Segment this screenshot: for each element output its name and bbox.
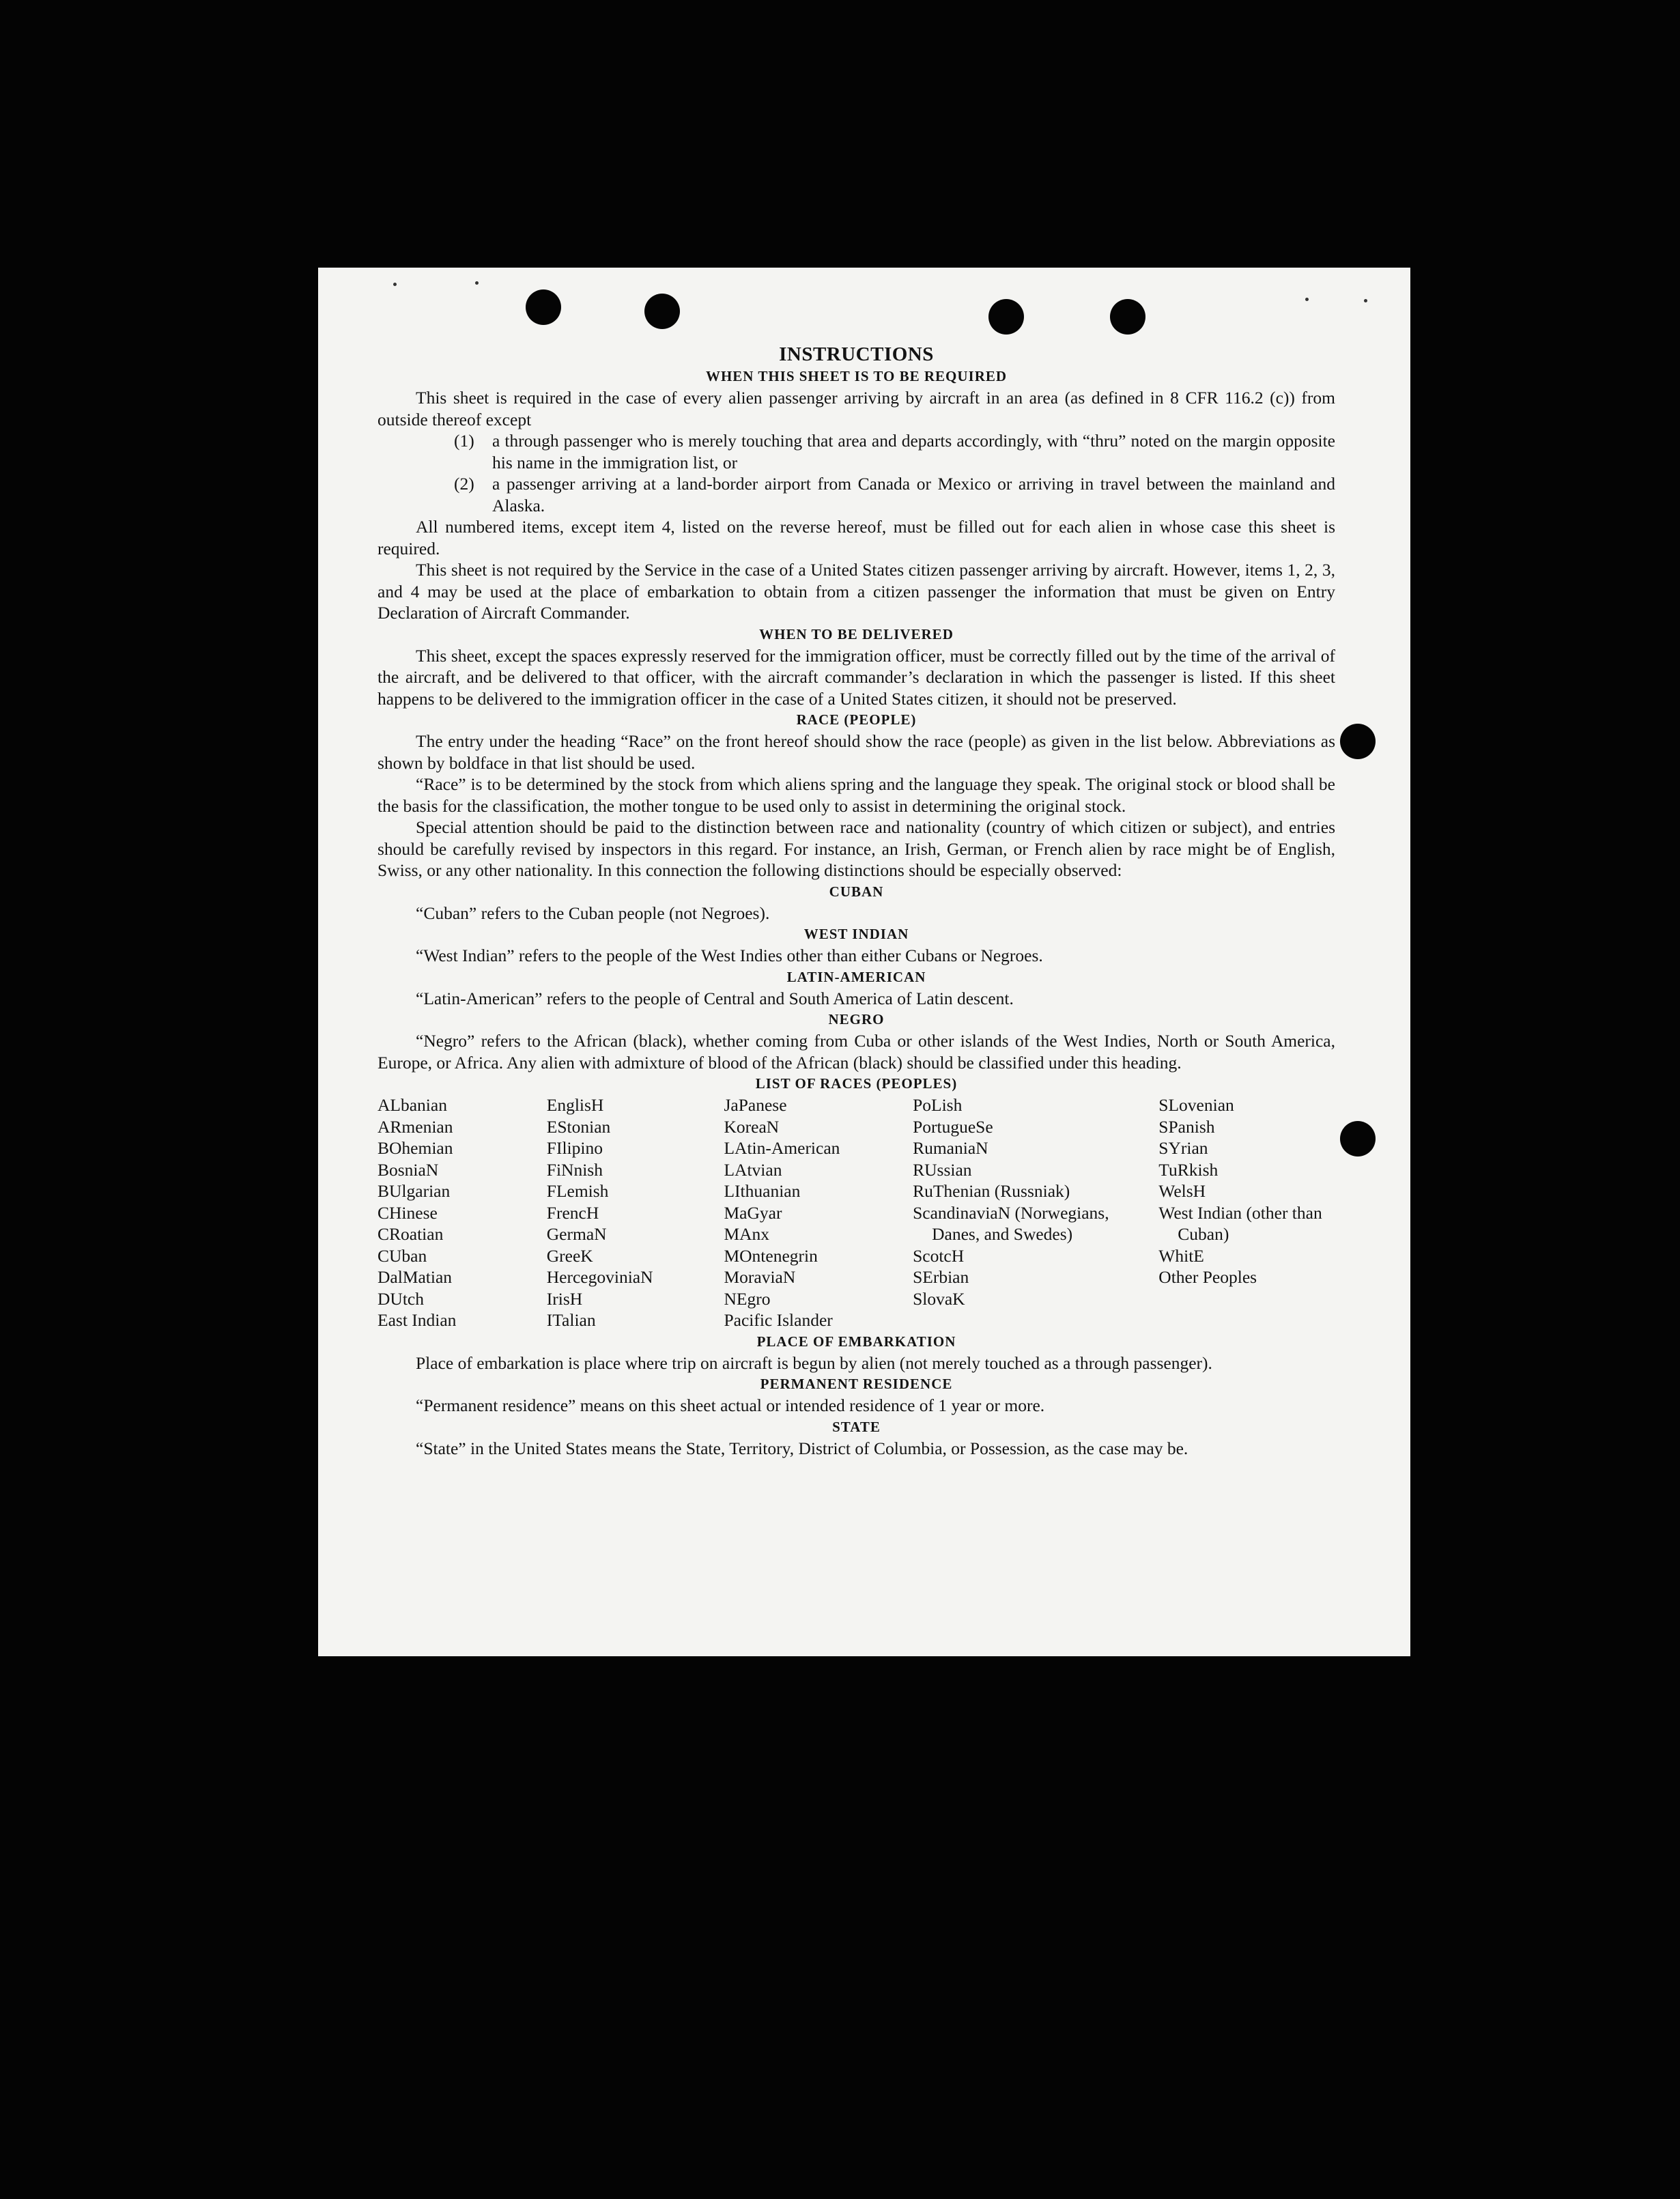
race-entry: SYrian	[1158, 1138, 1208, 1158]
when-required-para: This sheet is not required by the Service in the case of a United States citizen passenger arriving by aircraft. However, items 1, 2, 3, and 4 may be used at the place of embarkation to obtain from a citizen passenger the information that must be given on Entry Declaration of Aircraft Commander.	[378, 560, 1335, 623]
race-entry: SErbian	[913, 1267, 969, 1287]
race-entry: BosniaN	[378, 1159, 439, 1180]
race-entry: Other Peoples	[1158, 1267, 1257, 1287]
race-entry: East Indian	[378, 1310, 457, 1330]
speck	[475, 281, 479, 285]
race-entry: SLovenian	[1158, 1095, 1234, 1115]
document-page	[318, 268, 1410, 1656]
race-entry: MOntenegrin	[724, 1245, 818, 1266]
section-title-when-delivered: WHEN TO BE DELIVERED	[759, 625, 954, 642]
race-entry: PoLish	[913, 1095, 963, 1115]
race-entry: ARmenian	[378, 1116, 453, 1137]
race-entry: FIlipino	[546, 1138, 603, 1158]
race-entry: MaGyar	[724, 1202, 782, 1223]
races-list	[378, 1094, 1335, 1331]
section-title-latin-american: LATIN-AMERICAN	[786, 968, 926, 985]
section-title-when-required: WHEN THIS SHEET IS TO BE REQUIRED	[705, 368, 1008, 384]
when-delivered-text: This sheet, except the spaces expressly reserved for the immigration officer, must be correctly filled out by the time of the arrival of the aircraft, and be delivered to that officer, with the aircraft commander’s declaration in which the passenger is listed. If this sheet happens to be delivered to the immigration officer in the case of a United States citizen, it should not be preserved.	[378, 645, 1335, 709]
race-entry: GreeK	[546, 1245, 593, 1266]
race-entry: SlovaK	[913, 1288, 965, 1309]
race-entry: LAtin-American	[724, 1138, 840, 1158]
cuban-text: “Cuban” refers to the Cuban people (not Negroes).	[416, 903, 770, 923]
race-entry: West Indian (other than Cuban)	[1158, 1202, 1322, 1244]
race-entry: IrisH	[546, 1288, 583, 1309]
race-para: “Race” is to be determined by the stock from which aliens spring and the language they speak. The original stock or blood shall be the basis for the classification, the mother tongue to be used only to assist in determining the original stock.	[378, 774, 1335, 816]
race-entry: TuRkish	[1158, 1159, 1219, 1180]
race-entry: CHinese	[378, 1202, 438, 1223]
section-title-list-of-races: LIST OF RACES (PEOPLES)	[755, 1075, 958, 1092]
race-entry: GermaN	[546, 1224, 607, 1244]
when-required-intro: This sheet is required in the case of every alien passenger arriving by aircraft in an area (as defined in 8 CFR 116.2 (c)) from outside thereof except	[378, 388, 1335, 429]
punch-hole	[1110, 299, 1145, 335]
section-title-embarkation: PLACE OF EMBARKATION	[756, 1333, 956, 1350]
state-text: “State” in the United States means the State, Territory, District of Columbia, or Possession, as the case may be.	[416, 1438, 1188, 1458]
race-entry: Pacific Islander	[724, 1310, 833, 1330]
race-entry: DUtch	[378, 1288, 424, 1309]
race-entry: ALbanian	[378, 1095, 447, 1115]
race-entry: JaPanese	[724, 1095, 787, 1115]
race-entry: RuThenian (Russniak)	[913, 1181, 1070, 1201]
section-title-west-indian: WEST INDIAN	[803, 926, 909, 942]
embarkation-text: Place of embarkation is place where trip on aircraft is begun by alien (not merely touched as a through passenger).	[416, 1352, 1212, 1373]
race-entry: SPanish	[1158, 1116, 1215, 1137]
exception-item	[378, 430, 1335, 473]
item-text: a through passenger who is merely touching that area and departs accordingly, with “thru” noted on the margin opposite his name in the immigration list, or	[492, 431, 1335, 472]
races-column	[378, 1094, 547, 1331]
race-entry: EStonian	[546, 1116, 611, 1137]
race-entry: ScandinaviaN (Norwegians, Danes, and Swedes)	[913, 1202, 1109, 1244]
section-title-race: RACE (PEOPLE)	[796, 711, 917, 728]
race-entry: ITalian	[546, 1310, 596, 1330]
race-entry: MoraviaN	[724, 1267, 796, 1287]
race-entry: ScotcH	[913, 1245, 965, 1266]
race-entry: KoreaN	[724, 1116, 780, 1137]
race-entry: MAnx	[724, 1224, 770, 1244]
race-entry: BUlgarian	[378, 1181, 451, 1201]
race-entry: BOhemian	[378, 1138, 453, 1158]
races-column	[1158, 1094, 1335, 1331]
residence-text: “Permanent residence” means on this sheet actual or intended residence of 1 year or more.	[416, 1395, 1045, 1415]
race-entry: WelsH	[1158, 1181, 1206, 1201]
race-entry: CRoatian	[378, 1224, 444, 1244]
race-entry: FrencH	[546, 1202, 599, 1223]
item-number: (2)	[454, 474, 474, 494]
speck	[393, 283, 397, 286]
section-title-negro: NEGRO	[828, 1011, 885, 1027]
race-entry: HercegoviniaN	[546, 1267, 653, 1287]
race-entry: LIthuanian	[724, 1181, 801, 1201]
speck	[1364, 299, 1367, 302]
punch-hole	[526, 289, 561, 325]
race-entry: FLemish	[546, 1181, 609, 1201]
race-entry: PortugueSe	[913, 1116, 993, 1137]
instructions-heading: INSTRUCTIONS	[779, 343, 934, 365]
latin-american-text: “Latin-American” refers to the people of Central and South America of Latin descent.	[416, 988, 1014, 1008]
section-title-state: STATE	[832, 1418, 881, 1435]
race-para: Special attention should be paid to the distinction between race and nationality (country of which citizen or subject), and entries should be carefully revised by inspectors in this regard. For instance, an Irish, German, or French alien by race might be of English, Swiss, or any other nationality. In this connection the following distinctions should be especially observed:	[378, 817, 1335, 880]
race-entry: LAtvian	[724, 1159, 782, 1180]
punch-hole	[644, 294, 680, 329]
race-entry: WhitE	[1158, 1245, 1204, 1266]
negro-text: “Negro” refers to the African (black), whether coming from Cuba or other islands of the West Indies, North or South America, Europe, or Africa. Any alien with admixture of blood of the African (black) should be classified under this heading.	[378, 1031, 1335, 1073]
punch-hole	[988, 299, 1024, 335]
races-column	[724, 1094, 913, 1331]
race-entry: DalMatian	[378, 1267, 453, 1287]
race-entry: EnglisH	[546, 1095, 604, 1115]
race-entry: CUban	[378, 1245, 427, 1266]
item-number: (1)	[454, 431, 474, 451]
exception-item	[378, 473, 1335, 516]
section-title-residence: PERMANENT RESIDENCE	[760, 1376, 953, 1392]
races-column	[547, 1094, 724, 1331]
race-entry: FiNnish	[546, 1159, 603, 1180]
item-text: a passenger arriving at a land-border airport from Canada or Mexico or arriving in travel between the mainland and Alaska.	[492, 474, 1335, 515]
when-required-para: All numbered items, except item 4, listed on the reverse hereof, must be filled out for each alien in whose case this sheet is required.	[378, 517, 1335, 558]
race-entry: NEgro	[724, 1288, 771, 1309]
races-column	[913, 1094, 1158, 1331]
section-title-cuban: CUBAN	[829, 883, 884, 900]
race-para: The entry under the heading “Race” on the front hereof should show the race (people) as given in the list below. Abbreviations as shown by boldface in that list should be used.	[378, 731, 1335, 773]
race-entry: RumaniaN	[913, 1138, 988, 1158]
west-indian-text: “West Indian” refers to the people of the West Indies other than either Cubans or Negroes.	[416, 946, 1043, 965]
race-entry: RUssian	[913, 1159, 972, 1180]
speck	[1305, 298, 1309, 301]
punch-hole	[1340, 724, 1376, 759]
punch-hole	[1340, 1121, 1376, 1157]
